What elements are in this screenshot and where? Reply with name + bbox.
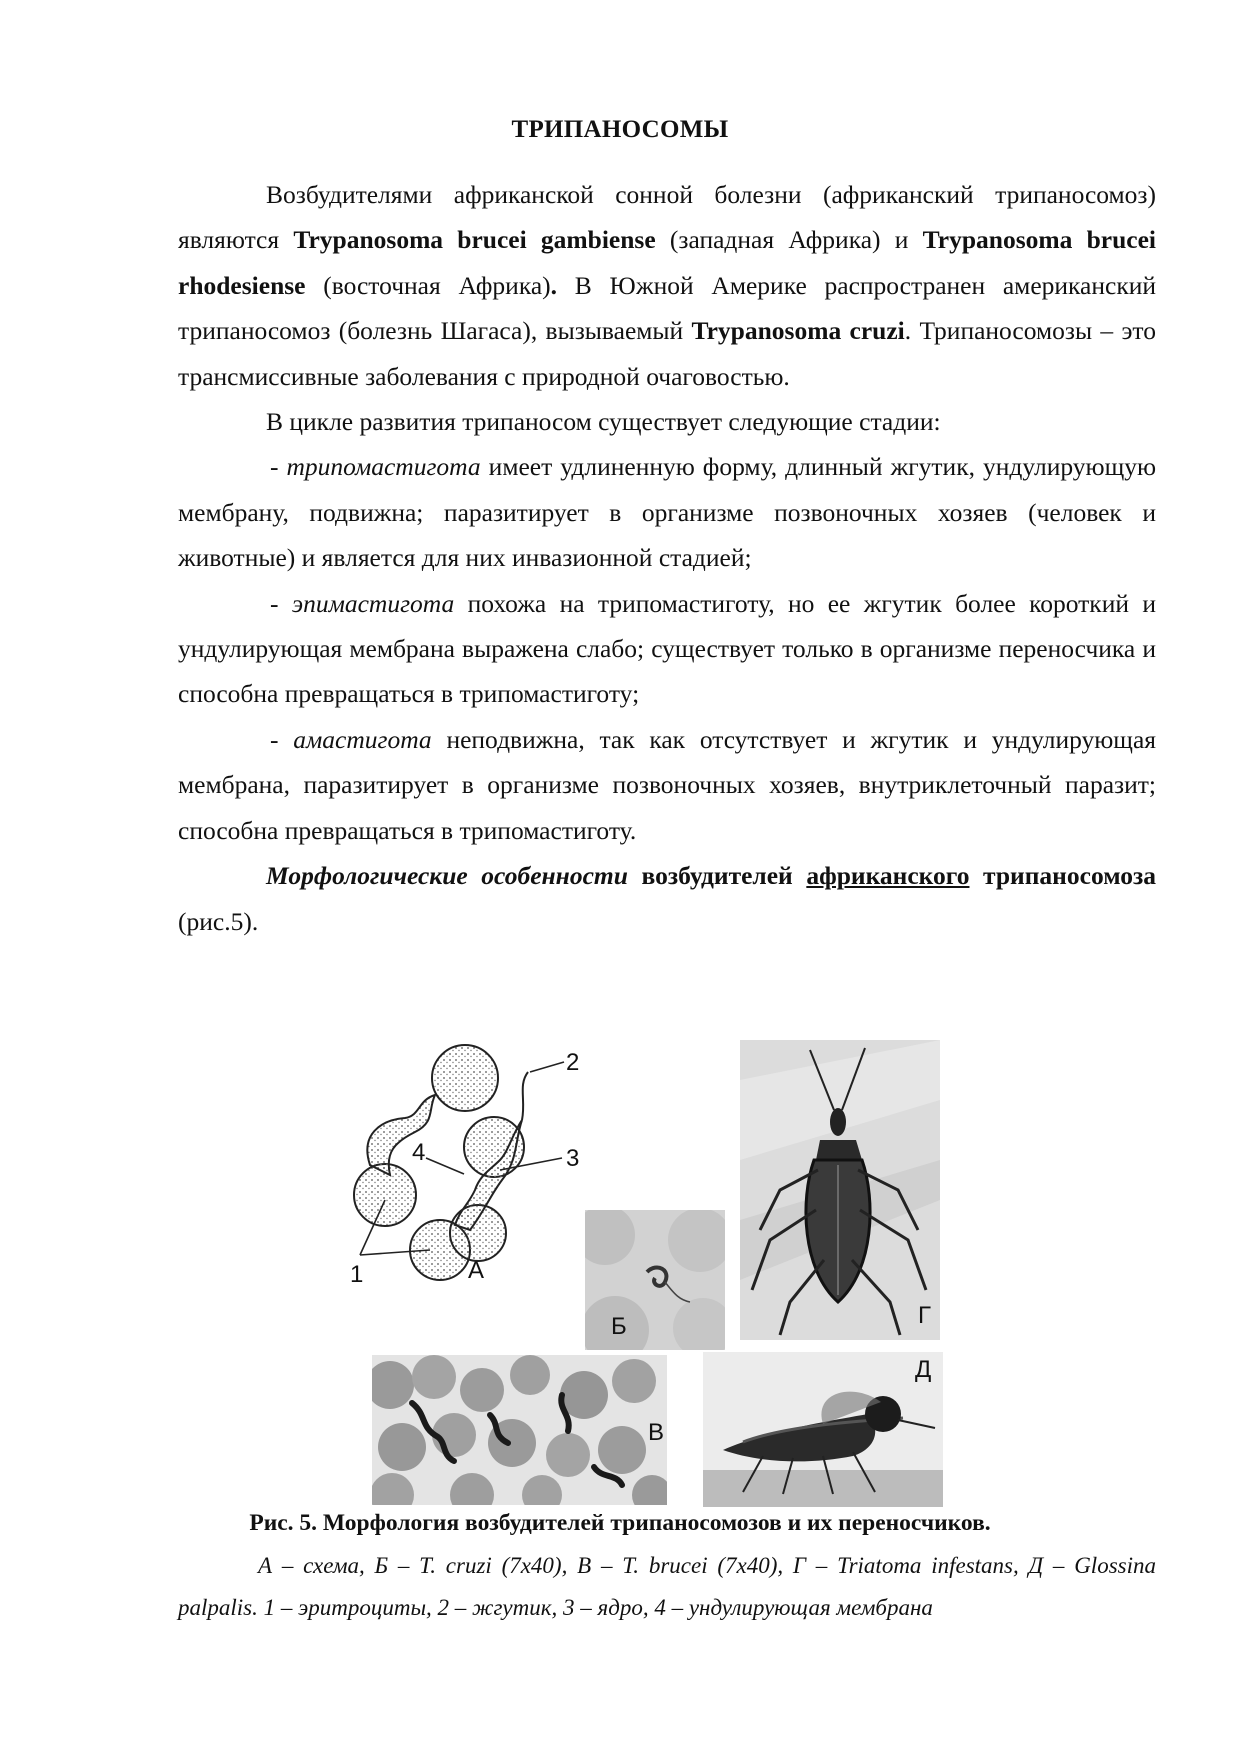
species-rhodesiense: Trypanosoma brucei rhodesiense [178, 225, 1156, 300]
stage-description: похожа на трипомастиготу, но ее жгутик более короткий и ундулирующая мембрана выражена слабо; существует только в организме переносчика и способна превращаться в трипомастиготу; [178, 588, 1156, 709]
micrograph-b [585, 1210, 725, 1350]
erythrocyte [432, 1045, 498, 1111]
morphology-italic: Морфологические особенности [266, 861, 628, 891]
text-run: (западная Африка) и [655, 225, 923, 255]
morphology-paragraph [178, 853, 1156, 944]
photo-triatoma [740, 1040, 940, 1340]
label-4: 4 [412, 1139, 426, 1166]
figure-a-scheme [340, 1040, 590, 1300]
figure-g-triatoma [740, 1040, 940, 1340]
label-1: 1 [350, 1261, 364, 1288]
stage-name: трипомастигота [286, 452, 481, 482]
stage-description: имеет удлиненную форму, длинный жгутик, ундулирующую мембрану, подвижна; паразитирует в организме позвоночных хозяев (человек и животные) и является для них инвазионной стадией; [178, 452, 1157, 573]
figure-b-cruzi [585, 1210, 725, 1350]
text-run: В Южной Америке распространен американский трипаносомоз (болезнь Шагаса), вызываемый [178, 270, 1156, 346]
caption-text: А – схема, Б – T. cruzi (7х40), В – T. brucei (7х40), Г – Triatoma infestans, Д – Glossina palpalis. 1 – эритроциты, 2 – жгутик, 3 – ядро, 4 – ундулирующая мембрана [178, 1553, 1156, 1620]
label-v: В [648, 1419, 665, 1446]
label-g: Г [918, 1302, 931, 1329]
bold-period: . [550, 270, 558, 300]
stage-item [178, 717, 1156, 853]
figure-caption-body [178, 1545, 1156, 1629]
stage-item [178, 581, 1156, 717]
stage-dash: - [270, 588, 292, 618]
stage-name: амастигота [293, 724, 432, 754]
label-d: Д [915, 1356, 932, 1383]
species-cruzi: Trypanosoma cruzi [691, 316, 905, 346]
label-b: Б [611, 1313, 627, 1340]
text-run: Возбудителями африканской сонной болезни (африканский трипаносомоз) являются [178, 180, 1156, 255]
label-2: 2 [566, 1049, 580, 1076]
figure-caption-title: Рис. 5. Морфология возбудителей трипаносомозов и их переносчиков. [249, 1510, 991, 1536]
figure-d-glossina [703, 1352, 943, 1507]
text-run: трипаносомоза [983, 861, 1156, 891]
stage-dash: - [270, 724, 294, 754]
underlined-word: африканского [806, 861, 970, 891]
flagellum [522, 1072, 528, 1120]
species-gambiense: Trypanosoma brucei gambiense [293, 225, 656, 255]
body-text [178, 172, 1156, 944]
text-run: (восточная Африка) [305, 270, 551, 300]
text-run: возбудителей [627, 861, 807, 891]
stage-dash: - [270, 452, 287, 482]
label-3: 3 [566, 1145, 580, 1172]
stage-item [178, 444, 1156, 580]
label-a: А [468, 1257, 485, 1284]
text-run: (рис.5). [178, 906, 259, 936]
scheme-drawing [340, 1040, 590, 1300]
stage-name: эпимастигота [291, 588, 455, 618]
photo-glossina [703, 1352, 943, 1507]
intro-paragraph [178, 172, 1156, 399]
stage-description: неподвижна, так как отсутствует и жгутик и ундулирующая мембрана, паразитирует в организме позвоночных хозяев, внутриклеточный паразит; способна превращаться в трипомастиготу. [178, 724, 1156, 845]
pointer-line [530, 1062, 564, 1072]
micrograph-v [372, 1355, 667, 1505]
pointer-line [426, 1158, 464, 1174]
text-run: . Трипаносомозы – это трансмиссивные заболевания с природной очаговостью. [178, 316, 1156, 391]
figure-v-brucei [372, 1355, 667, 1505]
page-title: ТРИПАНОСОМЫ [511, 116, 729, 143]
stages-intro-paragraph: В цикле развития трипаносом существует следующие стадии: [266, 407, 941, 437]
